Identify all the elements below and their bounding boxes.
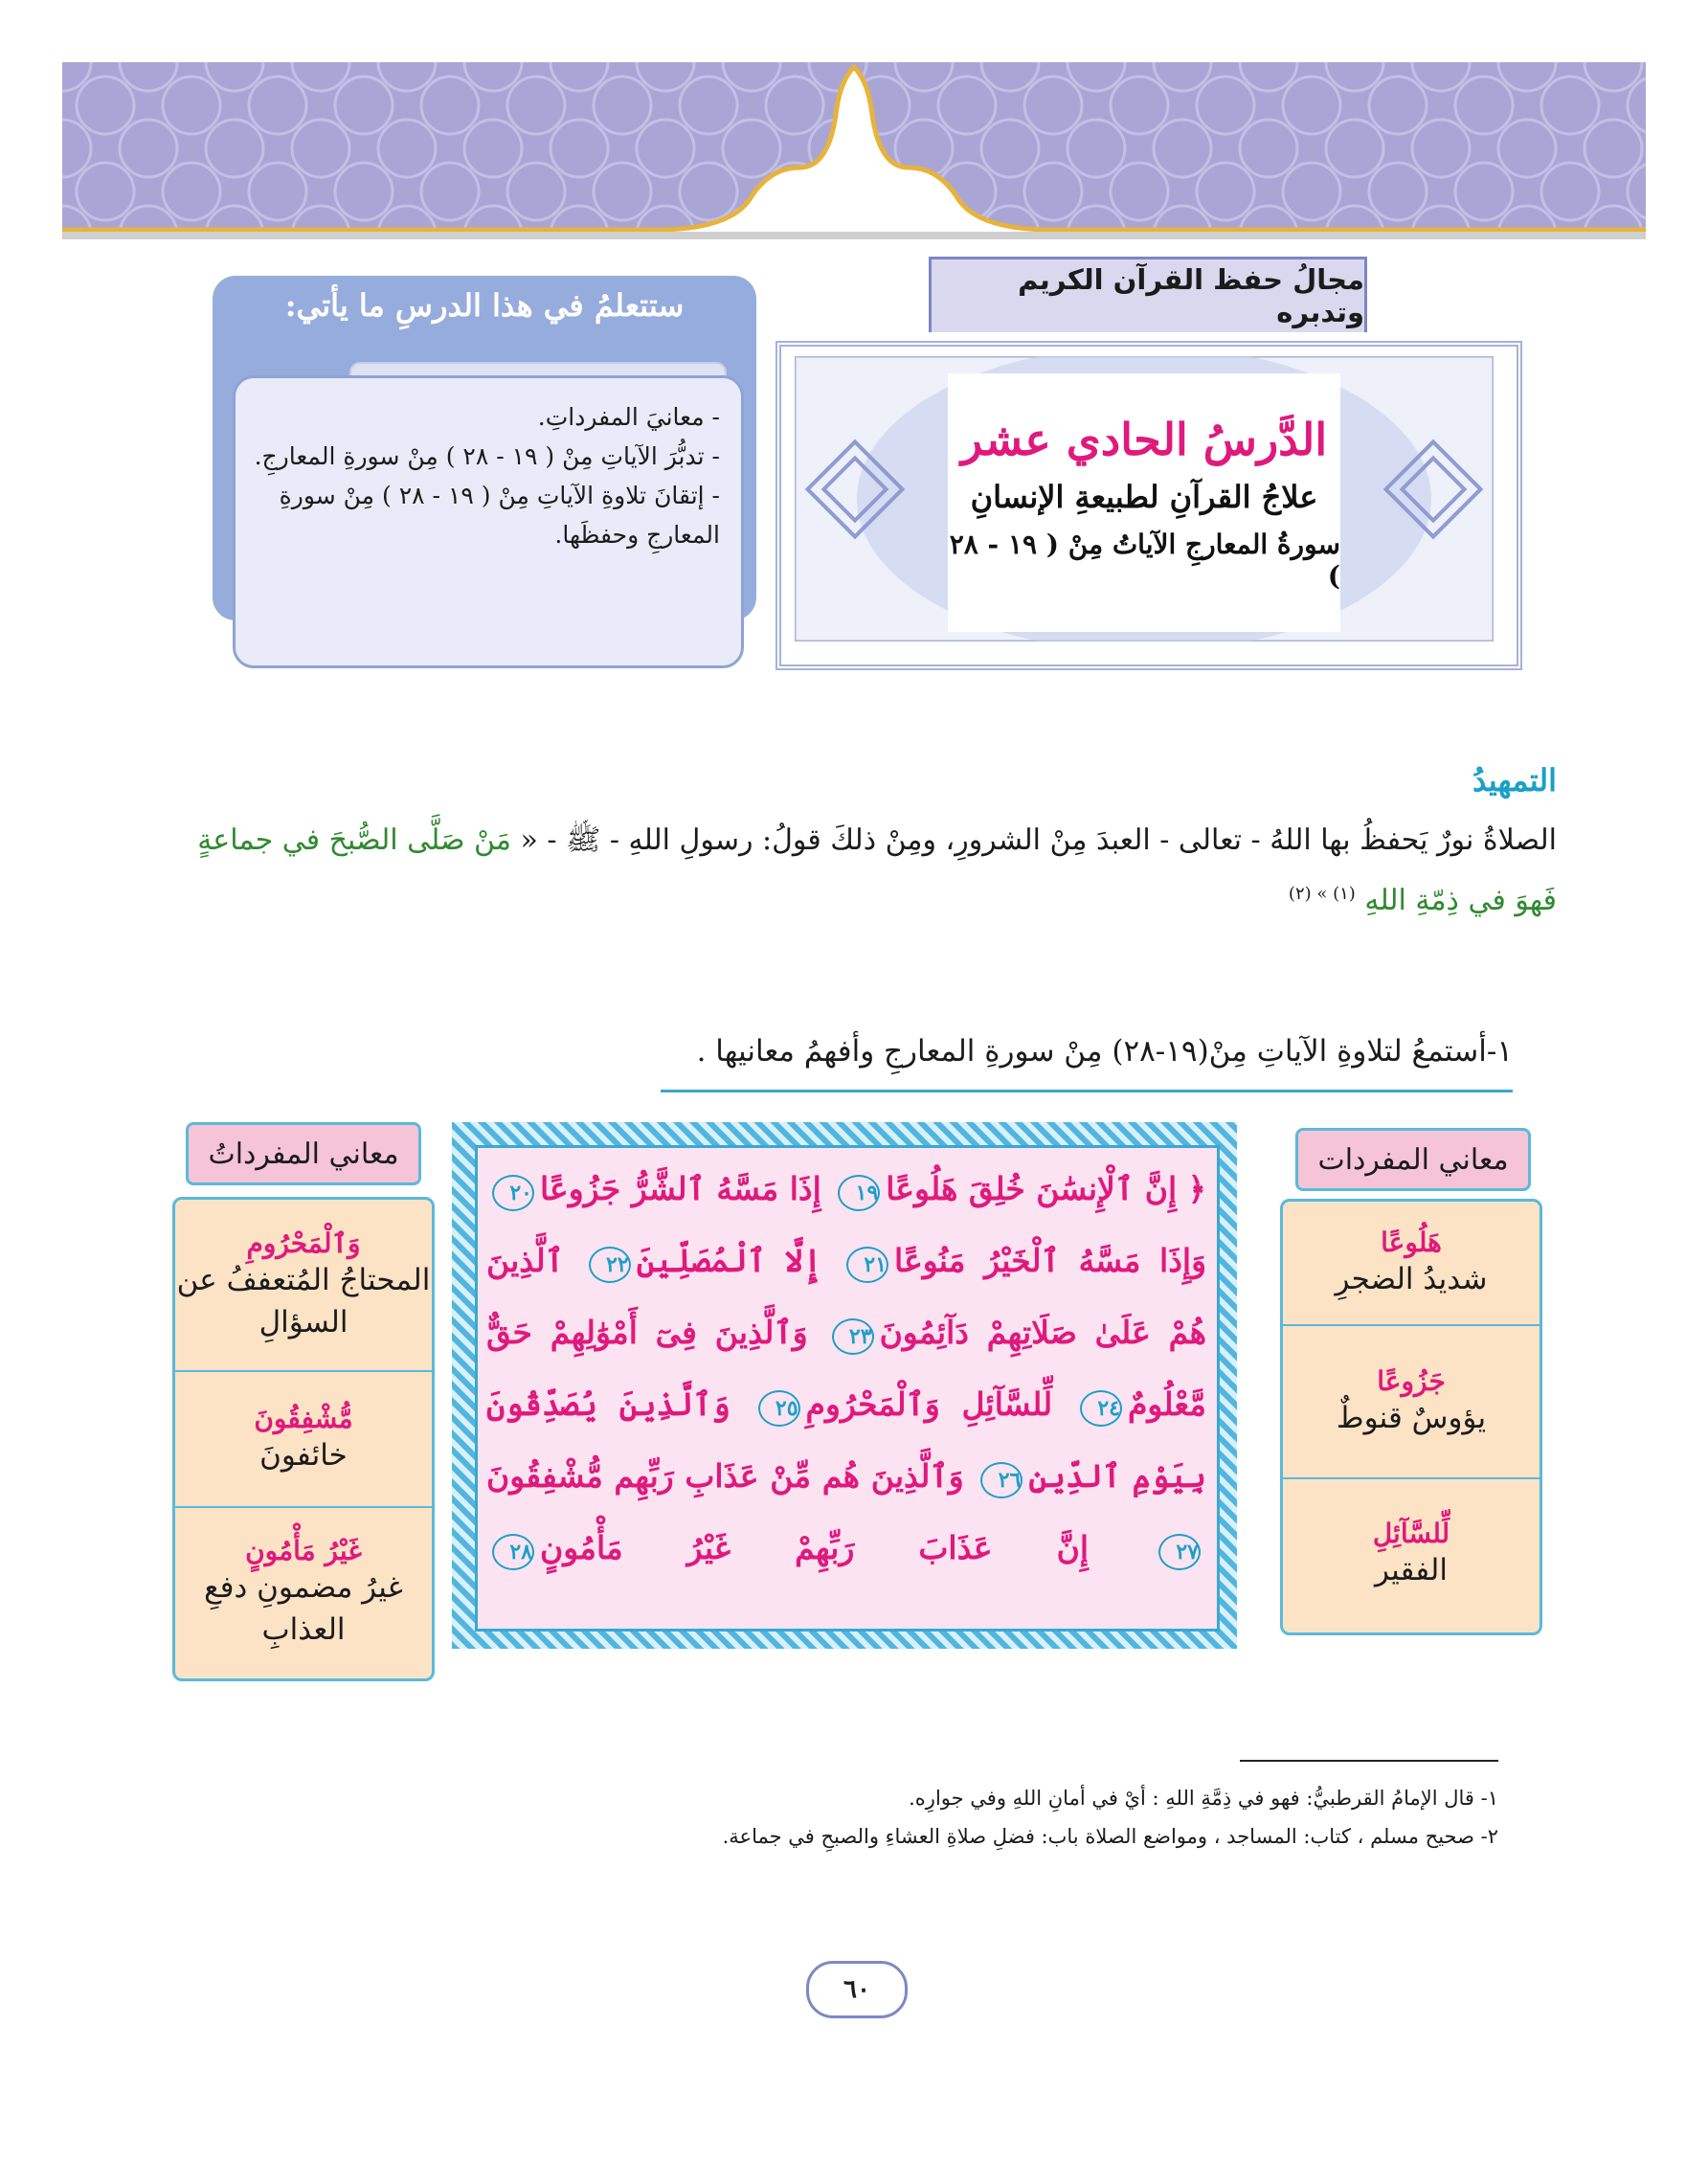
verse-number: ٢٦ — [980, 1462, 1023, 1498]
instruction: ١-أستمعُ لتلاوةِ الآياتِ مِنْ(١٩-٢٨) مِنْ سورةِ المعارجِ وأفهمُ معانيها . — [696, 1034, 1513, 1069]
lesson-card — [948, 373, 1340, 632]
header-banner — [62, 62, 1646, 235]
verse: وَإِذَا مَسَّهُ ٱلْخَيْرُ مَنُوعًا — [894, 1242, 1207, 1279]
verse-number: ٢١ — [846, 1247, 888, 1283]
vocab-right-box — [1280, 1199, 1542, 1635]
verse-number: ٢٥ — [758, 1390, 800, 1427]
vocab-meaning: المحتاجُ المُتعففُ عن السؤالِ — [176, 1262, 431, 1339]
verse: لِّلسَّآئِلِ وَٱلْمَحْرُومِ — [805, 1385, 1053, 1423]
objectives-list — [251, 397, 720, 554]
vocab-meaning: خائفونَ — [259, 1437, 348, 1473]
vocab-item — [1283, 1479, 1539, 1629]
verse-number: ٢٠ — [492, 1175, 534, 1211]
intro-paragraph — [153, 814, 1557, 928]
vocab-left-box — [172, 1197, 435, 1681]
footnote-rule — [1240, 1760, 1498, 1762]
objectives-title: ستتعلمُ في هذا الدرسِ ما يأتي: — [284, 287, 685, 324]
verse-number: ٢٨ — [492, 1534, 534, 1570]
vocab-word: وَٱلْمَحْرُومِ — [246, 1227, 361, 1259]
vocab-right-header: معاني المفردات — [1295, 1128, 1531, 1191]
objective-item: - معانيَ المفرداتِ. — [537, 403, 720, 431]
verse: إِذَا مَسَّهُ ٱلشَّرُّ جَزُوعًا — [540, 1170, 821, 1207]
vocab-meaning: يؤوسٌ قنوطٌ — [1336, 1400, 1487, 1435]
footnote: ١- قال الإمامُ القرطبيُّ: فهو في ذِمَّةِ اللهِ : أيْ في أمانِ اللهِ وفي جوارِه. — [909, 1787, 1498, 1810]
vocab-left-header: معاني المفرداتُ — [186, 1122, 421, 1185]
vocab-meaning: غيرُ مضمونِ دفعِ العذابِ — [204, 1569, 403, 1647]
verse-number: ٢٢ — [589, 1247, 631, 1283]
vocab-word: جَزُوعًا — [1377, 1364, 1446, 1397]
verse-number: ٢٧ — [1158, 1534, 1201, 1570]
footnote-marks: (١) » (٢) — [1288, 884, 1356, 904]
banner-shadow — [62, 232, 1646, 239]
intro-text: الصلاةُ نورٌ يَحفظُ بها اللهُ - تعالى - العبدَ مِنْ الشرورِ، ومِنْ ذلكَ قولُ: رسولِ اللهِ - ﷺ - « — [520, 823, 1557, 857]
footnotes — [536, 1779, 1498, 1856]
lesson-subtitle: علاجُ القرآنِ لطبيعةِ الإنسانِ — [970, 479, 1318, 515]
verse-number: ١٩ — [838, 1175, 880, 1211]
verse: إِلَّا ٱلْمُصَلِّينَ — [636, 1242, 822, 1279]
quran-verses — [486, 1153, 1206, 1584]
verse-number: ٢٤ — [1080, 1390, 1122, 1427]
instruction-underline — [661, 1090, 1513, 1092]
vocab-item — [175, 1200, 432, 1372]
verse: وَٱلَّذِينَ هُم مِّنْ عَذَابِ رَبِّهِم مُّشْفِقُونَ — [486, 1457, 964, 1495]
objective-item: - تدبُّرَ الآياتِ مِنْ ( ١٩ - ٢٨ ) مِنْ سورةِ المعارجِ. — [254, 442, 720, 470]
footnote: ٢- صحيح مسلم ، كتاب: المساجد ، ومواضع الصلاة باب: فضلِ صلاةِ العشاءِ والصبحِ في جماعة. — [722, 1825, 1498, 1848]
vocab-word: لِّلسَّآئِلِ — [1372, 1517, 1450, 1549]
domain-tab: مجالُ حفظ القرآن الكريم وتدبره — [929, 257, 1367, 332]
verse: ﴿ إِنَّ ٱلْإِنسَٰنَ خُلِقَ هَلُوعًا — [886, 1170, 1206, 1207]
banner-pattern — [62, 62, 1646, 235]
vocab-item — [1283, 1326, 1539, 1479]
lesson-range: سورةُ المعارجِ الآياتُ مِنْ ( ١٩ - ٢٨ ) — [949, 529, 1340, 592]
vocab-word: مُّشْفِقُونَ — [254, 1402, 353, 1434]
verse: وَٱلَّذِينَ فِىٓ أَمْوَٰلِهِمْ حَقٌّ مَّعْلُومٌ — [486, 1314, 1206, 1423]
hadith-text: مَنْ صَلَّى الصُّبحَ في جماعةٍ فَهوَ في ذِمّةِ اللهِ — [197, 823, 1557, 917]
vocab-meaning: شديدُ الضجرِ — [1335, 1261, 1488, 1296]
objective-item: - إتقانَ تلاوةِ الآياتِ مِنْ ( ١٩ - ٢٨ ) مِنْ سورةِ المعارجِ وحفظَها. — [279, 482, 720, 549]
verse: إِنَّ عَذَابَ رَبِّهِمْ غَيْرُ مَأْمُونٍ — [540, 1529, 1089, 1566]
vocab-item — [175, 1508, 432, 1677]
verse: ٱلَّذِينَ هُمْ عَلَىٰ صَلَاتِهِمْ دَآئِمُونَ — [486, 1242, 1206, 1351]
intro-heading: التمهيدُ — [1472, 762, 1557, 799]
vocab-item — [175, 1372, 432, 1508]
page-number: ٦٠ — [806, 1961, 908, 2018]
vocab-meaning: الفقير — [1375, 1552, 1448, 1587]
lesson-title: الدَّرسُ الحادي عشر — [960, 414, 1328, 465]
verse: وَٱلَّذِينَ يُصَدِّقُونَ بِيَوْمِ ٱلدِّينِ — [486, 1385, 1206, 1495]
vocab-word: هَلُوعًا — [1381, 1226, 1442, 1258]
vocab-word: غَيْرُ مَأْمُونٍ — [245, 1534, 362, 1566]
verse-number: ٢٣ — [832, 1318, 874, 1355]
vocab-item — [1283, 1202, 1539, 1326]
